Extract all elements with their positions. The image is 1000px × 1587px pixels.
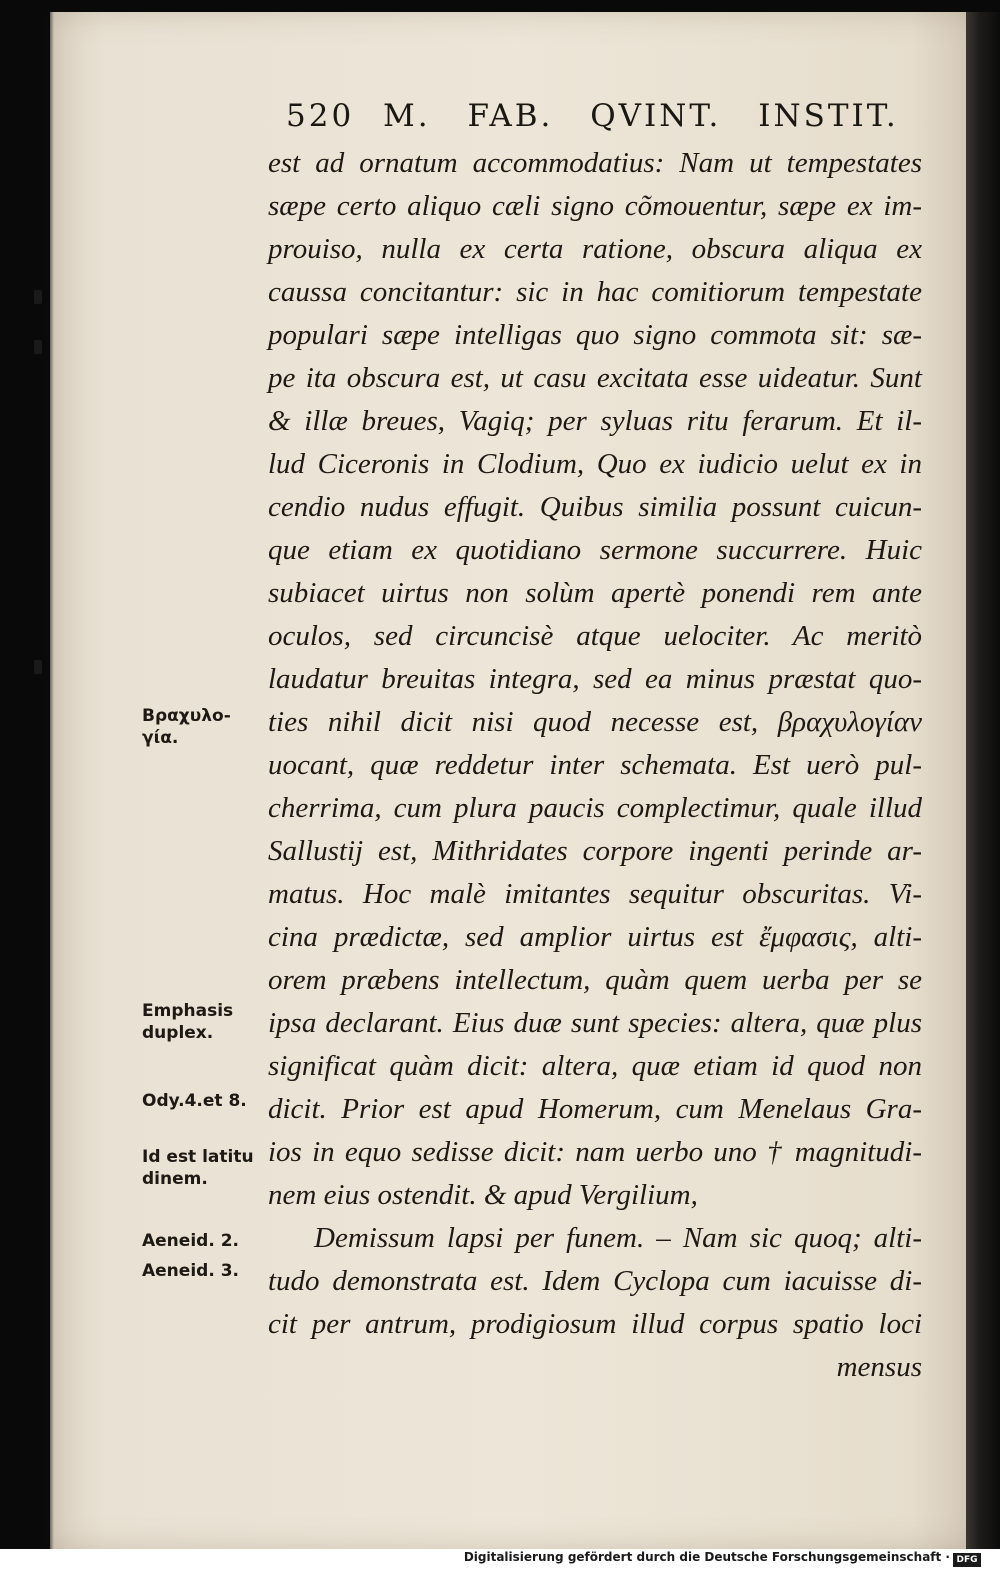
- funding-credit: Digitalisierung gefördert durch die Deutsche Forschungsgemeinschaft ·: [463, 1550, 950, 1564]
- binding-mark: [34, 660, 42, 674]
- catchword: mensus: [836, 1351, 922, 1383]
- text-line: orem præbens intellectum, quàm quem uerba per se: [268, 964, 922, 996]
- text-line: lud Ciceronis in Clodium, Quo ex iudicio uelut ex in: [268, 448, 922, 480]
- dfg-logo: DFG: [953, 1553, 981, 1567]
- text-line: matus. Hoc malè imitantes sequitur obscuritas. Vi-: [268, 878, 922, 910]
- margin-note-latitudo: [142, 1146, 254, 1190]
- text-line: pe ita obscura est, ut casu excitata esse uideatur. Sunt: [268, 362, 922, 394]
- margin-note-line: Emphasis: [142, 1001, 234, 1021]
- margin-note-line: Ody.4.et 8.: [142, 1091, 247, 1111]
- text-line: uocant, quæ reddetur inter schemata. Est uerò pul-: [268, 749, 922, 781]
- margin-note-line: Βραχυλο-: [142, 706, 231, 726]
- running-head: [286, 98, 906, 144]
- page-right-edge: [966, 12, 1000, 1549]
- text-line: Sallustij est, Mithridates corpore ingenti perinde ar-: [268, 835, 922, 867]
- text-line: tudo demonstrata est. Idem Cyclopa cum iacuisse di-: [268, 1265, 922, 1297]
- margin-note-odyssey: [142, 1090, 247, 1112]
- text-line: ties nihil dicit nisi quod necesse est, βραχυλογίαν: [268, 706, 922, 738]
- text-line: populari sæpe intelligas quo signo commota sit: sæ-: [268, 319, 922, 351]
- text-line: significat quàm dicit: altera, quæ etiam id quod non: [268, 1050, 922, 1082]
- text-line: que etiam ex quotidiano sermone succurrere. Huic: [268, 534, 922, 566]
- text-line: nem eius ostendit. & apud Vergilium,: [268, 1179, 698, 1211]
- margin-note-emphasis: [142, 1000, 233, 1044]
- text-line: laudatur breuitas integra, sed ea minus præstat quo-: [268, 663, 922, 695]
- margin-note-brachylogia: [142, 705, 231, 749]
- margin-note-line: dinem.: [142, 1169, 208, 1189]
- page-gutter-shadow: [46, 12, 54, 1549]
- text-line: ipsa declarant. Eius duæ sunt species: altera, quæ plus: [268, 1007, 922, 1039]
- text-line: ios in equo sedisse dicit: nam uerbo uno † magnitudi-: [268, 1136, 922, 1168]
- verse-line: Demissum lapsi per funem. – Nam sic quoq; alti-: [314, 1222, 922, 1254]
- text-line: sæpe certo aliquo cæli signo cõmouentur, sæpe ex im-: [268, 190, 922, 222]
- margin-note-line: duplex.: [142, 1023, 214, 1043]
- margin-note-line: γία.: [142, 728, 179, 748]
- running-head-word: M.: [383, 98, 431, 134]
- binding-marks: [32, 290, 46, 690]
- page-number: 520: [286, 98, 355, 134]
- running-head-word: FAB.: [467, 98, 554, 134]
- running-head-word: INSTIT.: [758, 98, 899, 134]
- body-text: [268, 142, 938, 1389]
- text-line: est ad ornatum accommodatius: Nam ut tempestates: [268, 147, 922, 179]
- text-line: subiacet uirtus non solùm apertè ponendi rem ante: [268, 577, 922, 609]
- text-line: caussa concitantur: sic in hac comitiorum tempestate: [268, 276, 922, 308]
- text-line: oculos, sed circuncisè atque uelociter. Ac meritò: [268, 620, 922, 652]
- text-line: cit per antrum, prodigiosum illud corpus spatio loci: [268, 1308, 922, 1340]
- text-line: cherrima, cum plura paucis complectimur, quale illud: [268, 792, 922, 824]
- text-line: cendio nudus effugit. Quibus similia possunt cuicun-: [268, 491, 922, 523]
- text-line: dicit. Prior est apud Homerum, cum Menelaus Gra-: [268, 1093, 922, 1125]
- margin-note-line: Aeneid. 2.: [142, 1231, 239, 1251]
- margin-note-line: Aeneid. 3.: [142, 1261, 239, 1281]
- text-line: & illæ breues, Vagiq; per syluas ritu ferarum. Et il-: [268, 405, 922, 437]
- text-line: cina prædictæ, sed amplior uirtus est ἔμφασις, alti-: [268, 921, 922, 953]
- text-line: prouiso, nulla ex certa ratione, obscura aliqua ex: [268, 233, 922, 265]
- margin-note-aeneid: [142, 1230, 239, 1282]
- margin-note-line: Id est latitu: [142, 1147, 254, 1167]
- binding-mark: [34, 290, 42, 304]
- binding-mark: [34, 340, 42, 354]
- running-head-word: QVINT.: [590, 98, 722, 134]
